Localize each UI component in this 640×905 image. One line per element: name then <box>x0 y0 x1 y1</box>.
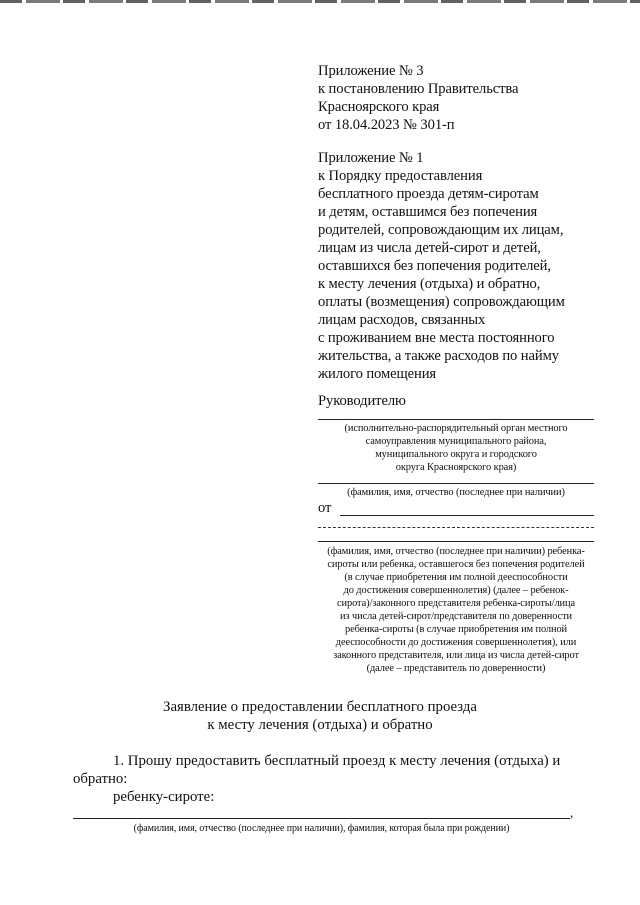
procedure-line: лицам из числа детей-сирот и детей, <box>318 240 541 256</box>
authority-hint-line: муниципального округа и городского <box>375 449 537 460</box>
head-name-field-line[interactable] <box>318 483 594 484</box>
procedure-line: к Порядку предоставления <box>318 168 483 184</box>
authority-hint-line: округа Красноярского края) <box>395 462 517 473</box>
applicant-hint-line: сироты или ребенка, оставшегося без попечения родителей <box>327 559 585 570</box>
procedure-line: бесплатного проезда детям-сиротам <box>318 186 539 202</box>
statement-title-line: к месту лечения (отдыха) и обратно <box>207 717 433 733</box>
appendix-line: Красноярского края <box>318 99 440 115</box>
authority-hint-line: (исполнительно-распорядительный орган местного <box>344 423 568 434</box>
appendix-line: Приложение № 3 <box>318 63 424 79</box>
statement-title-line: Заявление о предоставлении бесплатного проезда <box>163 699 477 715</box>
authority-field-line[interactable] <box>318 419 594 420</box>
authority-hint-line: самоуправления муниципального района, <box>365 436 547 447</box>
procedure-line: родителей, сопровождающим их лицам, <box>318 222 564 238</box>
procedure-line: к месту лечения (отдыха) и обратно, <box>318 276 541 292</box>
applicant-hint-line: (далее – представитель по доверенности) <box>366 663 546 674</box>
procedure-line: жительства, а также расходов по найму <box>318 348 559 364</box>
applicant-hint-line: из числа детей-сирот/представителя по доверенности <box>340 611 572 622</box>
item1-text-continued: обратно: <box>73 771 128 787</box>
child-name-line-comma: , <box>570 805 574 820</box>
applicant-hint-line: (в случае приобретения им полной дееспособности <box>344 572 568 583</box>
addressee-label: Руководителю <box>318 393 406 409</box>
from-label: от <box>318 500 332 516</box>
appendix-line: от 18.04.2023 № 301-п <box>318 117 455 133</box>
child-label: ребенку-сироте: <box>113 789 215 805</box>
procedure-line: лицам расходов, связанных <box>318 312 486 328</box>
item1-text: 1. Прошу предоставить бесплатный проезд к месту лечения (отдыха) и <box>113 753 561 769</box>
procedure-line: оставшихся без попечения родителей, <box>318 258 551 274</box>
applicant-field-line[interactable] <box>340 515 594 516</box>
applicant-hint-line: сирота)/законного представителя ребенка-сироты/лица <box>337 598 575 609</box>
child-name-field-line[interactable] <box>73 818 570 819</box>
procedure-line: с проживанием вне места постоянного <box>318 330 555 346</box>
procedure-line: оплаты (возмещения) сопровождающим <box>318 294 565 310</box>
procedure-line: Приложение № 1 <box>318 150 424 166</box>
appendix-line: к постановлению Правительства <box>318 81 519 97</box>
procedure-line: жилого помещения <box>318 366 437 382</box>
applicant-field-line[interactable] <box>318 541 594 542</box>
applicant-hint-line: (фамилия, имя, отчество (последнее при наличии) ребенка- <box>327 546 585 557</box>
applicant-hint-line: ребенка-сироты (в случае приобретения им полной <box>344 624 568 635</box>
head-name-hint: (фамилия, имя, отчество (последнее при наличии) <box>347 487 565 498</box>
applicant-hint-line: до достижения совершеннолетия) (далее – ребенок- <box>343 585 569 596</box>
page-top-edge <box>0 0 640 3</box>
procedure-line: и детям, оставшимся без попечения <box>318 204 538 220</box>
applicant-hint-line: дееспособности до достижения совершеннолетия), или <box>335 637 577 648</box>
child-name-hint: (фамилия, имя, отчество (последнее при наличии), фамилия, которая была при рождении) <box>133 823 510 834</box>
applicant-hint-line: законного представителя, или лица из числа детей-сирот <box>333 650 579 661</box>
applicant-field-line[interactable] <box>318 527 594 528</box>
